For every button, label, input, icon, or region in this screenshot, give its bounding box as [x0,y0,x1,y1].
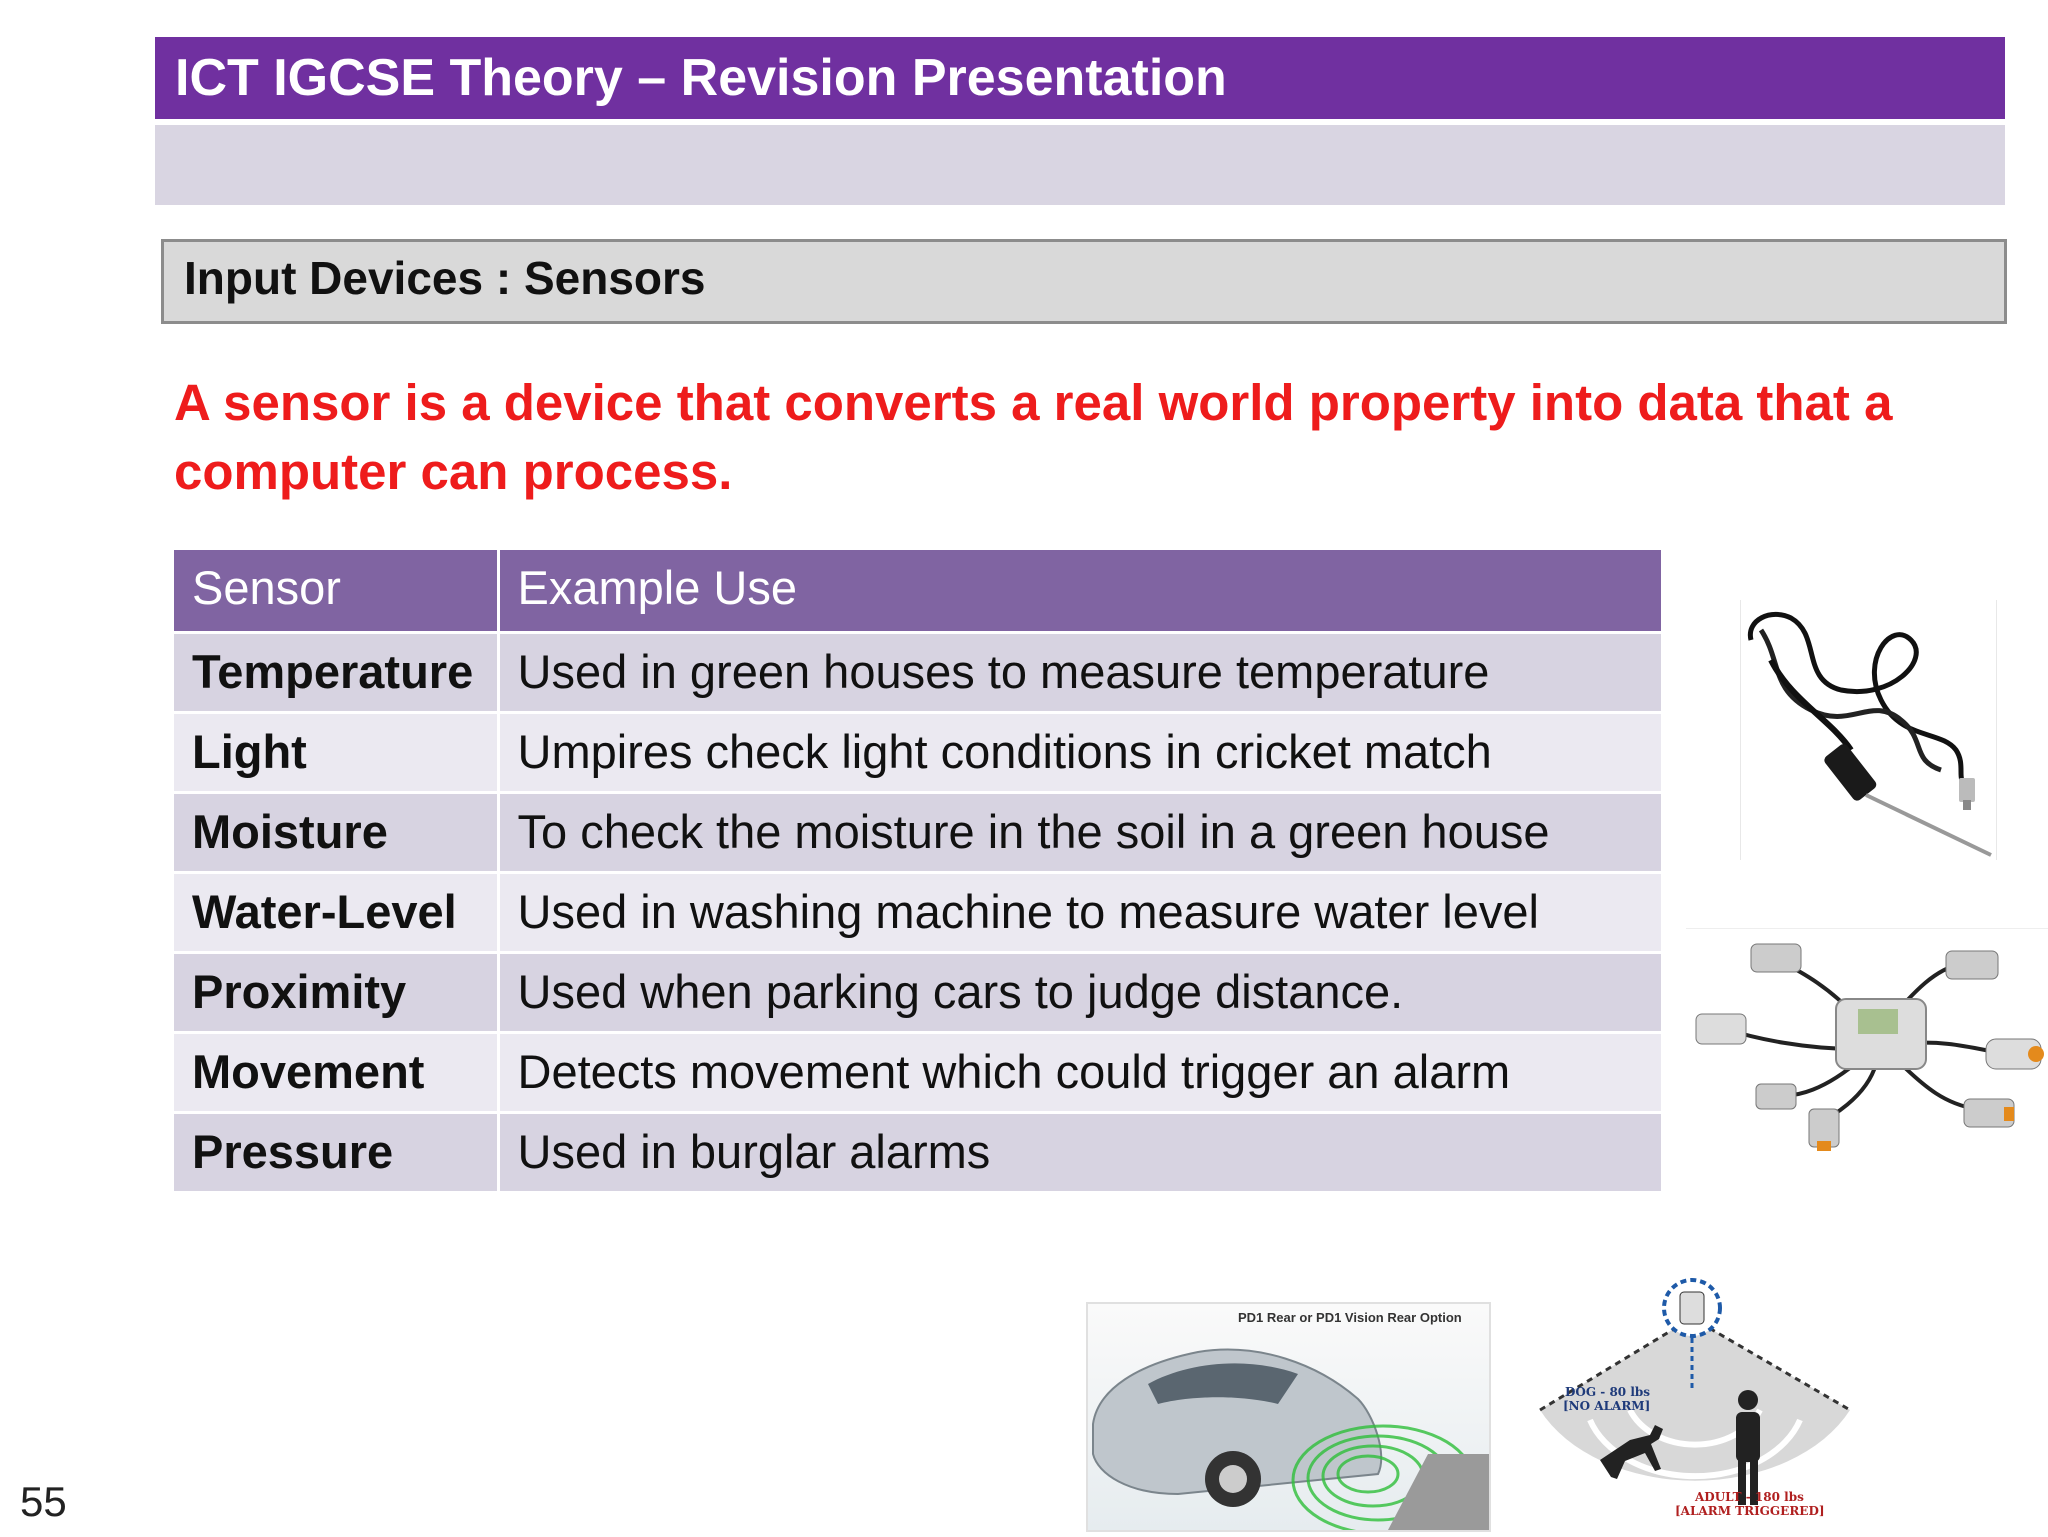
table-row [174,712,1663,792]
sensor-name: Water-Level [174,872,498,952]
table-header-row [174,550,1663,632]
table-row [174,632,1663,712]
header-example-use: Example Use [498,550,1663,632]
sensor-definition: A sensor is a device that converts a real world property into data that a computer can process. [174,374,1893,500]
table-row [174,872,1663,952]
table-row [174,1112,1663,1192]
sensor-name: Proximity [174,952,498,1032]
header-sensor: Sensor [174,550,498,632]
sensor-name: Light [174,712,498,792]
temperature-probe-icon [1741,600,1996,860]
sensor-use: Used when parking cars to judge distance. [498,952,1663,1032]
sensor-name: Movement [174,1032,498,1112]
sensor-use: Used in burglar alarms [498,1112,1663,1192]
sensor-name: Moisture [174,792,498,872]
parking-sensor-image [1086,1302,1491,1532]
robot-kit-icon [1686,929,2048,1154]
table-row [174,952,1663,1032]
table-row [174,1032,1663,1112]
sensor-table [174,550,1664,1194]
sensor-use: To check the moisture in the soil in a green house [498,792,1663,872]
subtitle-bar [155,125,2005,205]
dog-weight-label: DOG - 80 lbs [1565,1385,1651,1399]
motion-alarm-image [1520,1270,1870,1532]
section-heading: Input Devices : Sensors [161,239,2007,324]
car-icon [1088,1304,1489,1530]
sensor-name: Pressure [174,1112,498,1192]
robot-sensors-image [1686,928,2048,1154]
sensor-use: Used in green houses to measure temperature [498,632,1663,712]
car-image-caption: PD1 Rear or PD1 Vision Rear Option [1238,1310,1462,1325]
slide-number: 55 [20,1478,67,1525]
sensor-use: Umpires check light conditions in cricket match [498,712,1663,792]
adult-weight-label: ADULT - 180 lbs [1695,1490,1804,1504]
dog-alarm-label: [NO ALARM] [1563,1399,1651,1413]
adult-alarm-label: [ALARM TRIGGERED] [1675,1504,1825,1518]
temperature-probe-image [1740,600,1997,860]
sensor-use: Detects movement which could trigger an alarm [498,1032,1663,1112]
sensor-use: Used in washing machine to measure water level [498,872,1663,952]
presentation-title: ICT IGCSE Theory – Revision Presentation [155,37,2005,119]
table-row [174,792,1663,872]
sensor-name: Temperature [174,632,498,712]
